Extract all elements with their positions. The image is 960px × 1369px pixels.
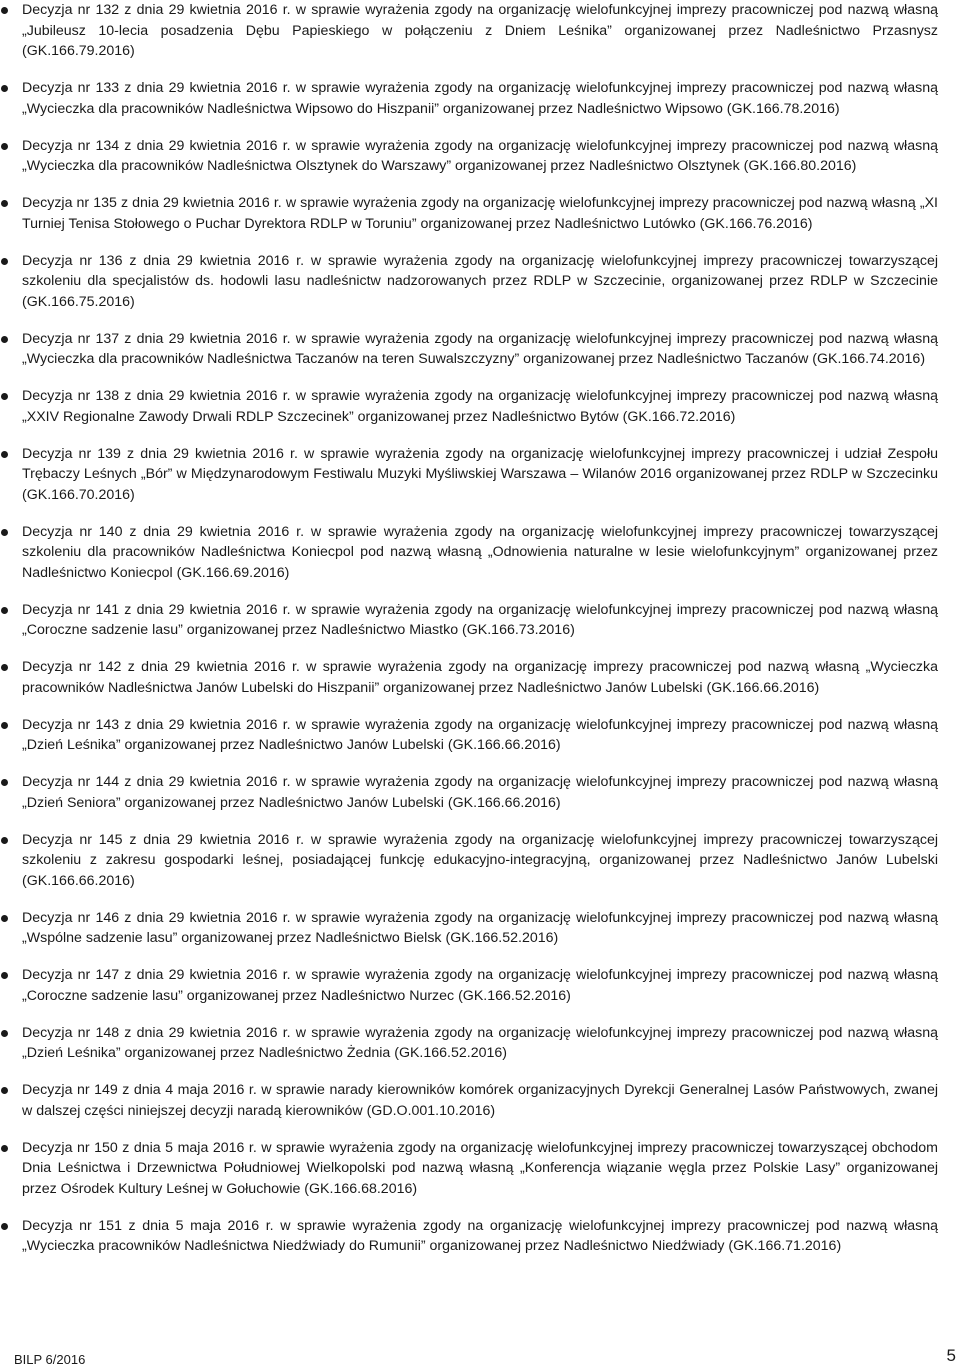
decision-description: w sprawie wyrażenia zgody na organizację wielofunkcyjnej imprezy pracowniczej pod nazwą własną „XXIV Regionalne Zawody Drwali RDLP Szczecinek” organizowanej przez Nadleśnictwo Bytów (GK.166.72.2016)	[22, 388, 938, 425]
decision-title: Decyzja nr 137 z dnia 29 kwietnia 2016 r.	[22, 330, 291, 347]
decision-item	[0, 600, 938, 641]
decision-description: w sprawie wyrażenia zgody na organizację wielofunkcyjnej imprezy pracowniczej pod nazwą własną „XI Turniej Tenisa Stołowego o Puchar Dyrektora RDLP w Toruniu” organizowanej przez Nadleśnictwo Lutówko (GK.166.76.2016)	[22, 195, 938, 232]
decision-description: w sprawie wyrażenia zgody na organizację wielofunkcyjnej imprezy pracowniczej pod nazwą własną „Dzień Leśnika” organizowanej przez Nadleśnictwo Janów Lubelski (GK.166.66.2016)	[22, 716, 938, 753]
decision-item	[0, 715, 938, 756]
decision-description: w sprawie wyrażenia zgody na organizację wielofunkcyjnej imprezy pracowniczej pod nazwą własną „Wycieczka dla pracowników Nadleśnictwa Olsztynek do Warszawy” organizowanej przez Nadleśnictwo Olsztynek (GK.166.80.2016)	[22, 137, 938, 174]
decision-title: Decyzja nr 143 z dnia 29 kwietnia 2016 r.	[22, 716, 291, 733]
decision-item	[0, 136, 938, 177]
decision-item	[0, 251, 938, 313]
decision-item	[0, 1023, 938, 1064]
decision-title: Decyzja nr 145 z dnia 29 kwietnia 2016 r.	[22, 831, 305, 848]
decision-title: Decyzja nr 144 z dnia 29 kwietnia 2016 r.	[22, 774, 291, 790]
decision-description: w sprawie wyrażenia zgody na organizację wielofunkcyjnej imprezy pracowniczej pod nazwą własną „Dzień Leśnika” organizowanej przez Nadleśnictwo Żednia (GK.166.52.2016)	[22, 1024, 938, 1061]
decision-item	[0, 908, 938, 949]
decision-description: w sprawie wyrażenia zgody na organizację imprezy pracowniczej pod nazwą własną „Wycieczka pracowników Nadleśnictwa Janów Lubelski do Hiszpanii” organizowanej przez Nadleśnictwo Janów Lubelski (GK.166.66.2016)	[22, 659, 938, 696]
decision-title: Decyzja nr 147 z dnia 29 kwietnia 2016 r.	[22, 967, 291, 983]
decision-title: Decyzja nr 150 z dnia 5 maja 2016 r.	[22, 1139, 257, 1156]
decision-item	[0, 386, 938, 427]
decision-title: Decyzja nr 146 z dnia 29 kwietnia 2016 r.	[22, 909, 291, 926]
decision-title: Decyzja nr 136 z dnia 29 kwietnia 2016 r.	[22, 252, 305, 269]
decision-title: Decyzja nr 132 z dnia 29 kwietnia 2016 r.	[22, 2, 291, 18]
decision-title: Decyzja nr 134 z dnia 29 kwietnia 2016 r.	[22, 137, 291, 154]
decision-item	[0, 329, 938, 370]
decision-description: w sprawie narady kierowników komórek organizacyjnych Dyrekcji Generalnej Lasów Państwowych, zwanej w dalszej części niniejszej decyzji naradą kierowników (GD.O.001.10.2016)	[22, 1082, 938, 1119]
decision-description: w sprawie wyrażenia zgody na organizację wielofunkcyjnej imprezy pracowniczej pod nazwą własną „Wycieczka pracowników Nadleśnictwa Niedźwiady do Rumunii” organizowanej przez Nadleśnictwo Niedźwiady (GK.166.71.2016)	[22, 1217, 938, 1254]
decision-item	[0, 1080, 938, 1121]
decision-item	[0, 965, 938, 1006]
decision-item	[0, 78, 938, 119]
decision-description: w sprawie wyrażenia zgody na organizację wielofunkcyjnej imprezy pracowniczej towarzyszącej szkoleniu z zakresu gospodarki leśnej, posiadającej funkcję edukacyjno-integracyjną, organizowanej przez Nadleśnictwo Janów Lubelski (GK.166.66.2016)	[22, 831, 938, 889]
decision-description: w sprawie wyrażenia zgody na organizację wielofunkcyjnej imprezy pracowniczej pod nazwą własną „Wycieczka dla pracowników Nadleśnictwa Taczanów na teren Suwalszczyzny” organizowanej przez Nadleśnictwo Taczanów (GK.166.74.2016)	[22, 330, 938, 367]
decision-item	[0, 830, 938, 892]
decision-description: w sprawie wyrażenia zgody na organizację wielofunkcyjnej imprezy pracowniczej pod nazwą własną „Wycieczka dla pracowników Nadleśnictwa Wipsowo do Hiszpanii” organizowanej przez Nadleśnictwo Wipsowo (GK.166.78.2016)	[22, 80, 938, 117]
decision-description: w sprawie wyrażenia zgody na organizację wielofunkcyjnej imprezy pracowniczej pod nazwą własną „Dzień Seniora” organizowanej przez Nadleśnictwo Janów Lubelski (GK.166.66.2016)	[22, 774, 938, 811]
decision-title: Decyzja nr 139 z dnia 29 kwietnia 2016 r.	[22, 445, 298, 462]
decision-item	[0, 1216, 938, 1257]
decision-description: w sprawie wyrażenia zgody na organizację wielofunkcyjnej imprezy pracowniczej pod nazwą własną „Wspólne sadzenie lasu” organizowanej przez Nadleśnictwo Bielsk (GK.166.52.2016)	[22, 909, 938, 946]
page-number: 5	[946, 1346, 956, 1365]
decision-description: w sprawie wyrażenia zgody na organizację wielofunkcyjnej imprezy pracowniczej pod nazwą własną „Jubileusz 10-lecia posadzenia Dębu Papieskiego w połączeniu z Dniem Leśnika” organizowanej przez Nadleśnictwo Przasnysz (GK.166.79.2016)	[22, 2, 938, 59]
decision-title: Decyzja nr 148 z dnia 29 kwietnia 2016 r.	[22, 1024, 291, 1041]
decision-description: w sprawie wyrażenia zgody na organizację wielofunkcyjnej imprezy pracowniczej towarzyszącej szkoleniu dla pracowników Nadleśnictwa Koniecpol pod nazwą własną „Odnowienia naturalne w lesie wielofunkcyjnym” organizowanej przez Nadleśnictwo Koniecpol (GK.166.69.2016)	[22, 523, 938, 581]
decision-title: Decyzja nr 140 z dnia 29 kwietnia 2016 r.	[22, 523, 305, 540]
decision-item	[0, 193, 938, 234]
decision-description: w sprawie wyrażenia zgody na organizację wielofunkcyjnej imprezy pracowniczej towarzyszącej obchodom Dnia Leśnictwa i Drzewnictwa Południowej Wielkopolski pod nazwą własną „Konferencja wiązanie węgla przez Polskie Lasy” organizowanej przez Ośrodek Kultury Leśnej w Gołuchowie (GK.166.68.2016)	[22, 1139, 938, 1197]
decision-description: w sprawie wyrażenia zgody na organizację wielofunkcyjnej imprezy pracowniczej pod nazwą własną „Coroczne sadzenie lasu” organizowanej przez Nadleśnictwo Miastko (GK.166.73.2016)	[22, 601, 938, 638]
decision-title: Decyzja nr 138 z dnia 29 kwietnia 2016 r.	[22, 388, 291, 404]
decision-title: Decyzja nr 133 z dnia 29 kwietnia 2016 r.	[22, 80, 291, 96]
decision-title: Decyzja nr 141 z dnia 29 kwietnia 2016 r.	[22, 601, 291, 618]
decision-description: w sprawie wyrażenia zgody na organizację wielofunkcyjnej imprezy pracowniczej i udział Zespołu Trębaczy Leśnych „Bór” w Międzynarodowym Festiwalu Muzyki Myśliwskiej Warszawa – Wilanów 2016 organizowanej przez RDLP w Szczecinku (GK.166.70.2016)	[22, 445, 938, 503]
decision-title: Decyzja nr 149 z dnia 4 maja 2016 r.	[22, 1082, 257, 1098]
decision-item	[0, 444, 938, 506]
decision-title: Decyzja nr 151 z dnia 5 maja 2016 r.	[22, 1217, 274, 1234]
decision-item	[0, 1138, 938, 1200]
decision-description: w sprawie wyrażenia zgody na organizację wielofunkcyjnej imprezy pracowniczej towarzyszącej szkoleniu dla specjalistów ds. hodowli lasu nadleśnictw nadzorowanych przez RDLP w Szczecinie, organizowanej przez RDLP w Szczecinie (GK.166.75.2016)	[22, 252, 938, 310]
footer-publication: BILP 6/2016	[14, 1352, 86, 1367]
decision-item	[0, 772, 938, 813]
decision-title: Decyzja nr 135 z dnia 29 kwietnia 2016 r.	[22, 195, 282, 211]
decision-item	[0, 0, 938, 62]
decision-title: Decyzja nr 142 z dnia 29 kwietnia 2016 r.	[22, 659, 300, 675]
decision-item	[0, 657, 938, 698]
decision-item	[0, 522, 938, 584]
decision-description: w sprawie wyrażenia zgody na organizację wielofunkcyjnej imprezy pracowniczej pod nazwą własną „Coroczne sadzenie lasu” organizowanej przez Nadleśnictwo Nurzec (GK.166.52.2016)	[22, 967, 938, 1004]
